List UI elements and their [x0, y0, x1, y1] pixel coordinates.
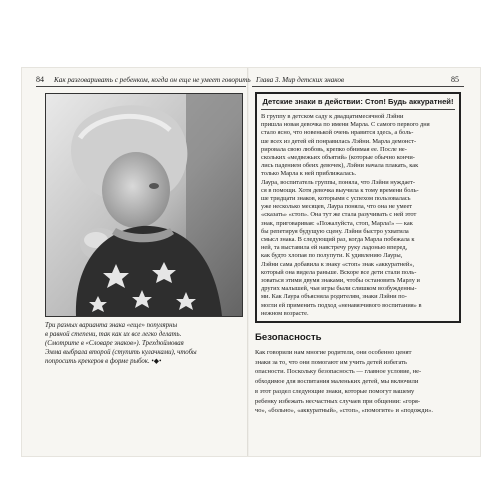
book-gutter: [247, 68, 249, 456]
story-line: пришла новая девочка по имени Марла. С самого первого дня: [261, 121, 430, 129]
body-line: ребенку избежать несчастных случаев при общении: «горя-: [255, 397, 420, 405]
story-line: могли ей применить подход «ненавязчивого воспитания» в: [261, 301, 422, 309]
story-line: Лэйни сама добавила к знаку «стоп» знак «аккуратней»,: [261, 260, 415, 268]
story-line: В группу в детском саду к двадцатимесячной Лэйни: [261, 113, 404, 120]
story-line: других малышей, чьи игры были слишком возбужденны-: [261, 285, 417, 293]
caption-line: в равной степени, так как их все легко делать.: [45, 331, 182, 339]
body-line: обходимое для воспитания маленьких детей, мы включили: [255, 378, 419, 386]
story-line: ше тридцати знаков, которыми с успехом пользовалась: [261, 195, 411, 203]
story-line: скольких «медвежьих объятий» (которые обычно кончи-: [261, 154, 415, 162]
left-running-head: Как разговаривать с ребенком, когда он еще не умеет говорить: [54, 76, 251, 84]
body-line: чо», «больно», «аккуратный», «стоп», «помогите» и «подожди».: [255, 407, 433, 415]
story-box-text: [261, 113, 455, 318]
story-line: ше всех из детей ей понравилась Лэйни. Марла демонст-: [261, 137, 417, 145]
section-body: [255, 348, 465, 416]
right-page-number: 85: [451, 75, 459, 84]
body-line: в этот раздел следующие знаки, которые помогут вашему: [255, 387, 415, 395]
story-line: «сказать» «стоп». Она тут же стала разучивать с ней этот: [261, 211, 417, 219]
story-line: ми. Как Лаура объясняла родителям, знаки Лэйни по-: [261, 293, 407, 301]
right-running-head: Глава 3. Мир детских знаков: [256, 76, 345, 84]
caption-line: (Смотрите в «Словаре знаков»). Трехдюймовая: [45, 340, 184, 348]
story-line: лись падением обеих девочек), Лэйни начала плакать, как: [261, 162, 419, 170]
story-line: Лаура, воспитатель группы, поняла, что Лэйни нуждает-: [261, 178, 416, 186]
photo-caption: [45, 321, 243, 366]
section-title: Безопасность: [255, 332, 322, 343]
story-line: смысл знака. В следующий раз, когда Марла побежала к: [261, 236, 415, 244]
caption-line: Три разных варианта знака «еще» популярны: [45, 322, 178, 329]
story-line: ней, та выставила ей навстречу руку ладонью вперед,: [261, 244, 408, 252]
story-line: как будто хлопая по полупути. К удивлению Лауры,: [261, 252, 403, 260]
story-line: рировала свою любовь, крепко обнимая ее. После не-: [261, 145, 407, 153]
right-header-rule: [252, 86, 464, 87]
story-line: стало ясно, что новенькой очень нравится здесь, а боль-: [261, 129, 414, 137]
story-line: нежном возрасте.: [261, 309, 309, 317]
body-line: Как говорили нам многие родители, они особенно ценят: [255, 349, 412, 356]
left-header-rule: [36, 86, 246, 87]
child-photo-image: [46, 94, 242, 316]
left-page-number: 84: [36, 75, 44, 84]
story-line: который она видела раньше. Вскоре все дети стали поль-: [261, 268, 417, 276]
story-line: зоваться этими двумя знаками, чтобы остановить Марлу и: [261, 277, 420, 285]
child-photo: [45, 93, 243, 317]
story-line: знак, приговаривая: «Пожалуйста, стоп, Марла!» — как: [261, 219, 413, 227]
body-line: знаки за то, что они помогают им учить детей избегать: [255, 358, 408, 366]
story-line: только Марла к ней приближалась.: [261, 170, 357, 178]
story-line: уже несколько месяцев, Лаура поняла, что она не умеет: [261, 203, 413, 211]
story-line: бы репетируя будущую сцену. Лэйни быстро ухватила: [261, 227, 409, 235]
caption-line: попросить крекеров в форме рыбок. •◆•: [45, 358, 162, 366]
story-box-title: Детские знаки в действии: Стоп! Будь аккуратней!: [261, 97, 455, 110]
story-line: ся в помощи. Хотя девочка выучила к тому времени боль-: [261, 186, 419, 194]
story-box: [255, 92, 461, 323]
caption-line: Эмма выбрала второй (ступить кулачками), чтобы: [45, 349, 197, 357]
body-line: опасности. Поскольку безопасность — главное условие, не-: [255, 368, 422, 376]
